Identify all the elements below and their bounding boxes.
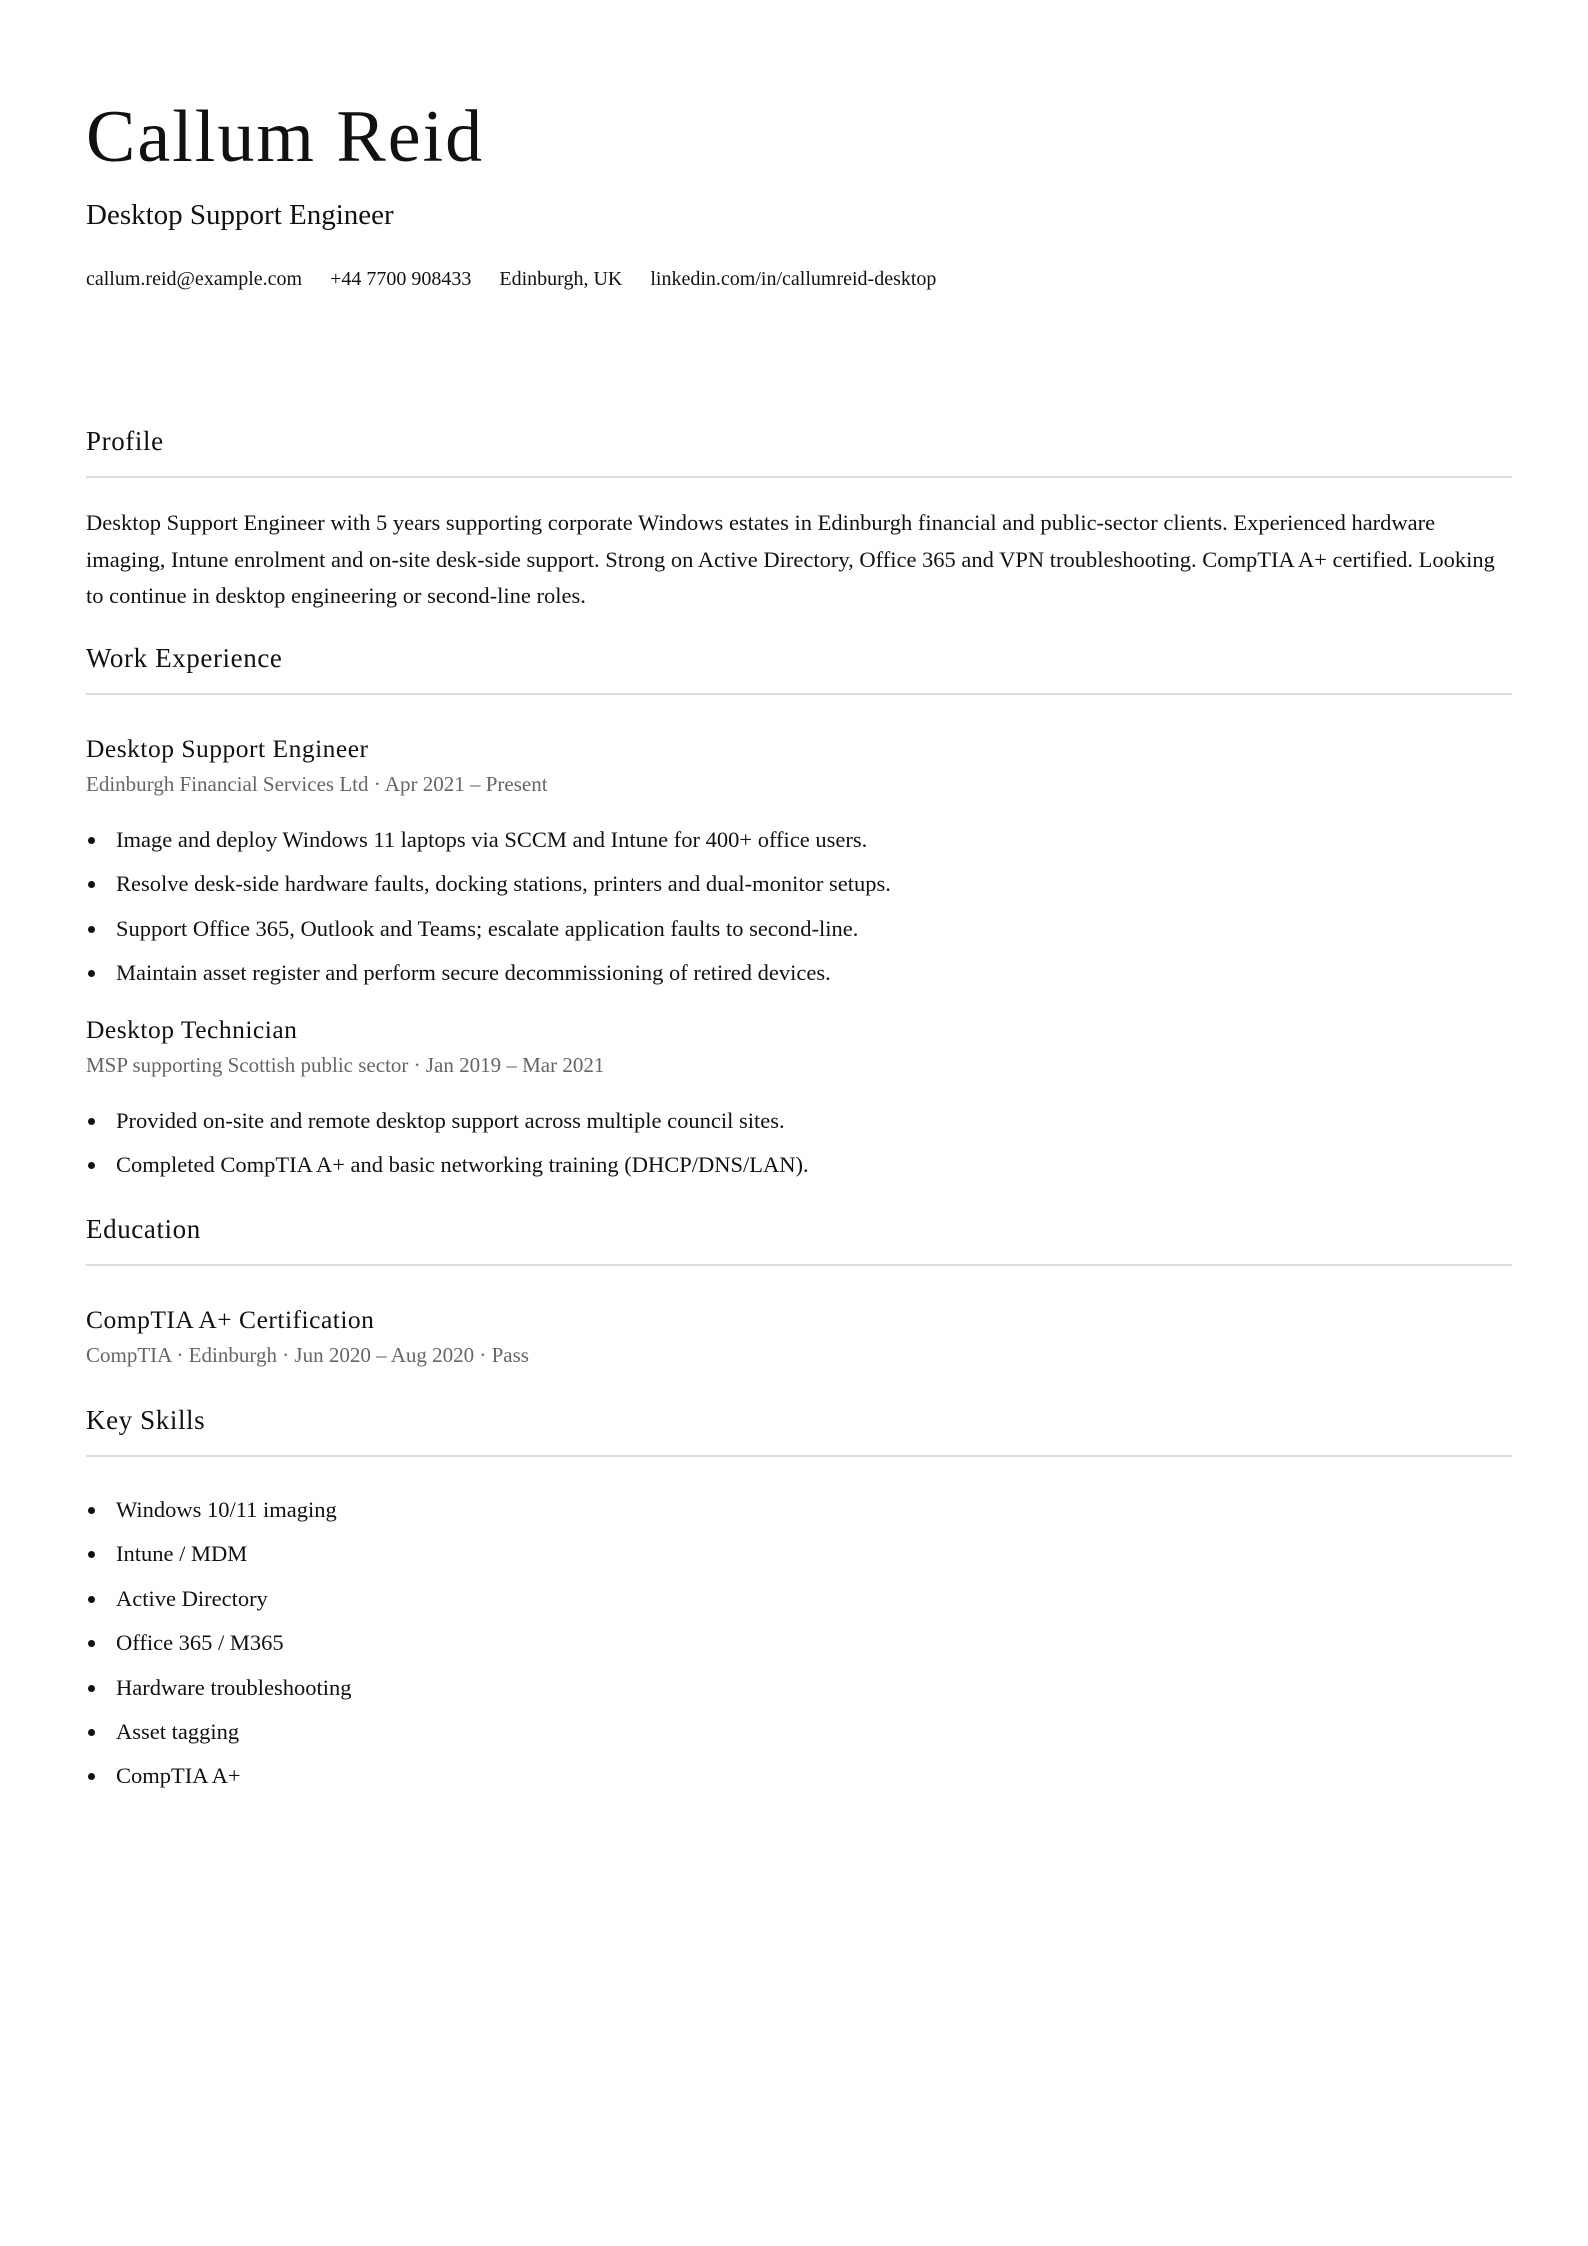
education-heading: Education — [86, 1214, 201, 1244]
profile-summary: Desktop Support Engineer with 5 years supporting corporate Windows estates in Edinburgh financial and public-sector clients. Experienced hardware imaging, Intune enrolment and on-site desk-side support. Strong on Active Directory, Office 365 and VPN troubleshooting. CompTIA A+ certified. Looking to continue in desktop engineering or second-line roles. — [86, 510, 1495, 608]
candidate-title: Desktop Support Engineer — [86, 199, 394, 231]
skill-item: Intune / MDM — [86, 1532, 352, 1576]
job-meta: MSP supporting Scottish public sector · Jan 2019 – Mar 2021 — [86, 1053, 605, 1077]
skills-list — [86, 1488, 352, 1799]
job-bullet: Resolve desk-side hardware faults, docking stations, printers and dual-monitor setups. — [86, 862, 891, 906]
skill-item: Office 365 / M365 — [86, 1621, 352, 1665]
contact-location: Edinburgh, UK — [499, 268, 623, 290]
job-title: Desktop Support Engineer — [86, 734, 369, 763]
education-title: CompTIA A+ Certification — [86, 1305, 375, 1334]
job-bullet: Support Office 365, Outlook and Teams; escalate application faults to second-line. — [86, 907, 891, 951]
skill-item: Active Directory — [86, 1577, 352, 1621]
job-bullet: Image and deploy Windows 11 laptops via SCCM and Intune for 400+ office users. — [86, 818, 891, 862]
job-bullets — [86, 818, 891, 996]
candidate-name: Callum Reid — [86, 96, 485, 178]
job-bullets — [86, 1099, 809, 1188]
contact-email[interactable]: callum.reid@example.com — [86, 268, 303, 290]
contact-line — [86, 265, 936, 293]
job-bullet: Provided on-site and remote desktop support across multiple council sites. — [86, 1099, 809, 1143]
skill-item: Windows 10/11 imaging — [86, 1488, 352, 1532]
education-meta: CompTIA · Edinburgh · Jun 2020 – Aug 2020 · Pass — [86, 1343, 529, 1367]
contact-phone[interactable]: +44 7700 908433 — [330, 268, 472, 290]
skill-item: CompTIA A+ — [86, 1754, 352, 1798]
job-bullet: Completed CompTIA A+ and basic networking training (DHCP/DNS/LAN). — [86, 1143, 809, 1187]
skill-item: Asset tagging — [86, 1710, 352, 1754]
skills-divider — [86, 1455, 1512, 1457]
profile-heading: Profile — [86, 426, 164, 456]
experience-divider — [86, 693, 1512, 695]
skill-item: Hardware troubleshooting — [86, 1666, 352, 1710]
job-title: Desktop Technician — [86, 1015, 298, 1044]
skills-heading: Key Skills — [86, 1405, 206, 1435]
education-divider — [86, 1264, 1512, 1266]
profile-divider — [86, 476, 1512, 478]
contact-linkedin[interactable]: linkedin.com/in/callumreid-desktop — [650, 268, 937, 290]
job-bullet: Maintain asset register and perform secure decommissioning of retired devices. — [86, 951, 891, 995]
experience-heading: Work Experience — [86, 643, 283, 673]
job-meta: Edinburgh Financial Services Ltd · Apr 2021 – Present — [86, 772, 548, 796]
